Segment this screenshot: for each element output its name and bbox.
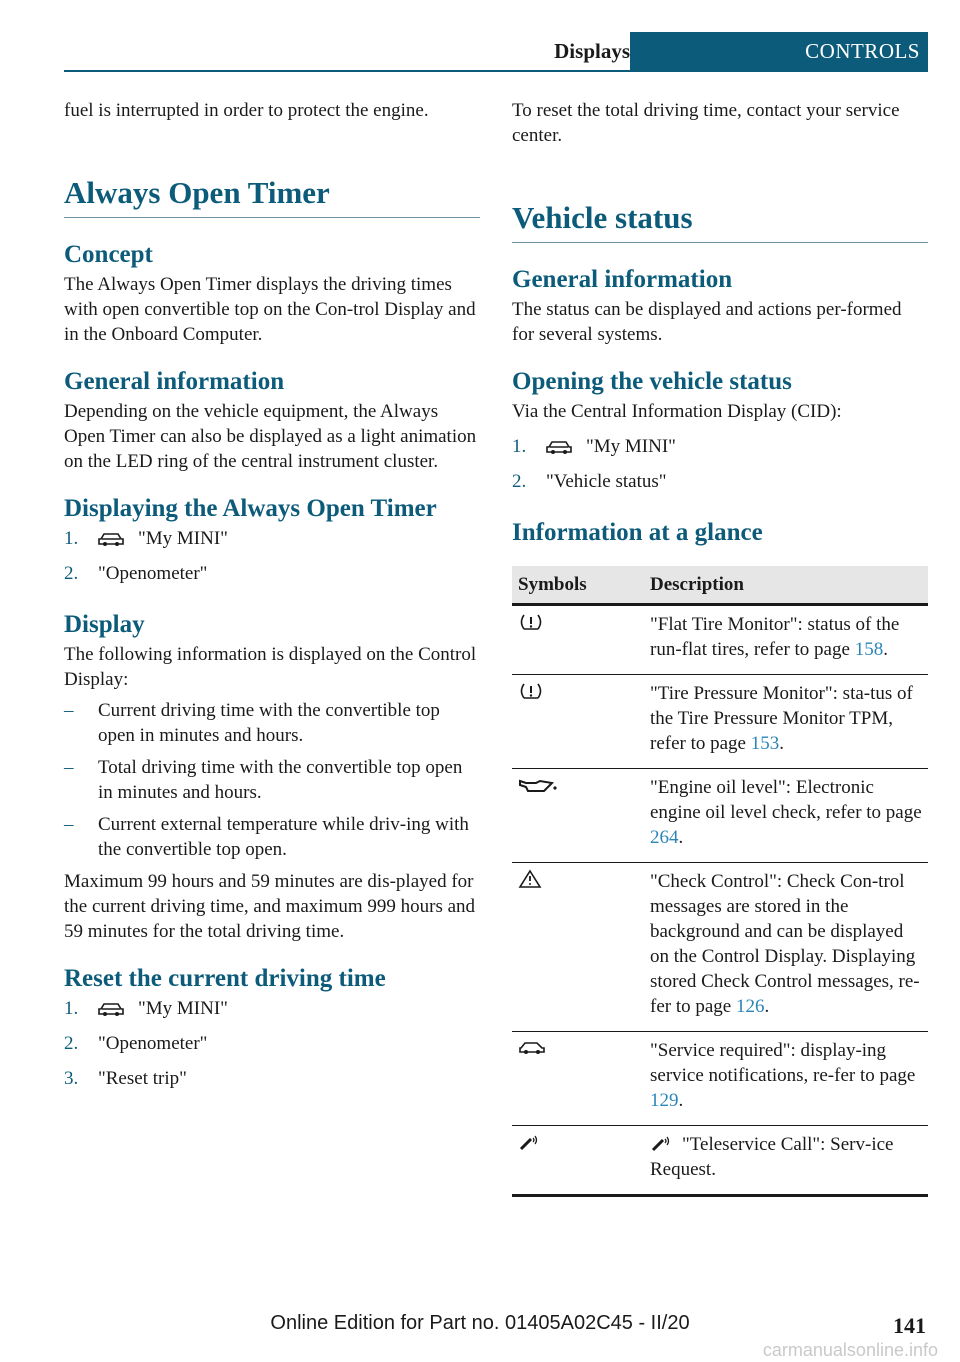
row-description: "Teleservice Call": Serv-ice Request. <box>650 1134 894 1180</box>
dash-marker: – <box>64 700 74 721</box>
chapter-tab: CONTROLS <box>630 32 928 70</box>
symbols-table <box>512 566 928 1197</box>
opening-text: Via the Central Information Display (CID): <box>512 401 842 422</box>
row-description: "Check Control": Check Con-trol messages are stored in the background and can be displayed on the Control Display. Displaying stored Check Control messages, re-fer to page <box>650 871 920 1017</box>
car-icon <box>546 439 572 455</box>
header-rule <box>64 70 928 72</box>
step-item <box>64 1031 480 1056</box>
bullet-text: Current driving time with the convertible top open in minutes and hours. <box>98 700 440 746</box>
service-car-icon <box>518 1038 546 1056</box>
bullet-item <box>64 698 480 748</box>
concept-text: The Always Open Timer displays the driving times with open convertible top on the Con-trol Display and in the Onboard Computer. <box>64 274 476 345</box>
bullet-item <box>64 755 480 805</box>
opening-steps <box>512 434 928 494</box>
page-reference-link[interactable]: 153 <box>750 733 780 754</box>
step-text: "My MINI" <box>138 998 228 1019</box>
step-text: "Openometer" <box>98 563 208 584</box>
row-description: "Service required": display-ing service notifications, re-fer to page <box>650 1040 916 1086</box>
section-title-always-open-timer: Always Open Timer <box>64 175 480 218</box>
heading-general-information: General information <box>512 266 733 293</box>
heading-concept: Concept <box>64 241 153 268</box>
bullet-text: Current external temperature while driv-ing with the convertible top open. <box>98 814 469 860</box>
intro-text: fuel is interrupted in order to protect the engine. <box>64 100 429 121</box>
heading-opening-vehicle-status: Opening the vehicle status <box>512 368 792 395</box>
heading-display: Display <box>64 611 145 638</box>
step-number: 1. <box>512 436 527 457</box>
tire-warning-icon <box>518 612 544 632</box>
row-description: "Flat Tire Monitor": status of the run-flat tires, refer to page <box>650 614 900 660</box>
reset-steps <box>64 996 480 1091</box>
heading-information-at-a-glance: Information at a glance <box>512 519 763 546</box>
display-note: Maximum 99 hours and 59 minutes are dis-played for the current driving time, and maximum 999 hours and 59 minutes for the total driving time. <box>64 871 476 942</box>
step-text: "Reset trip" <box>98 1068 187 1089</box>
step-item <box>512 469 928 494</box>
row-description: "Engine oil level": Electronic engine oil level check, refer to page <box>650 777 922 823</box>
right-column <box>512 98 928 1197</box>
bullet-item <box>64 812 480 862</box>
dash-marker: – <box>64 814 74 835</box>
step-number: 1. <box>64 998 79 1019</box>
step-text: "Openometer" <box>98 1033 208 1054</box>
table-row: "Flat Tire Monitor": status of the run-flat tires, refer to page 158. <box>512 605 928 675</box>
step-number: 2. <box>64 1033 79 1054</box>
heading-displaying-timer: Displaying the Always Open Timer <box>64 495 437 522</box>
column-header: Description <box>644 566 928 605</box>
step-text: "My MINI" <box>138 528 228 549</box>
warning-triangle-icon <box>518 869 542 889</box>
general-text: Depending on the vehicle equipment, the Always Open Timer can also be displayed as a light animation on the LED ring of the central instrument cluster. <box>64 401 477 472</box>
page-reference-link[interactable]: 126 <box>735 996 765 1017</box>
page-number: 141 <box>893 1313 926 1338</box>
section-label: Displays <box>554 39 630 63</box>
car-icon <box>98 1001 124 1017</box>
table-row: "Check Control": Check Con-trol messages are stored in the background and can be displayed on the Control Display. Displaying stored Check Control messages, re-fer to page 126. <box>512 863 928 1032</box>
intro-text: To reset the total driving time, contact your service center. <box>512 100 900 146</box>
teleservice-icon <box>518 1132 542 1152</box>
step-text: "My MINI" <box>586 436 676 457</box>
step-item <box>64 1066 480 1091</box>
teleservice-icon <box>650 1133 674 1153</box>
heading-general-information: General information <box>64 368 285 395</box>
table-row <box>512 1126 928 1196</box>
step-number: 3. <box>64 1068 79 1089</box>
step-number: 1. <box>64 528 79 549</box>
page-reference-link[interactable]: 264 <box>650 827 679 848</box>
general-text: The status can be displayed and actions per-formed for several systems. <box>512 299 902 345</box>
oil-can-icon <box>518 775 558 795</box>
tire-warning-icon <box>518 681 544 701</box>
section-title-vehicle-status: Vehicle status <box>512 200 928 243</box>
step-text: "Vehicle status" <box>546 471 667 492</box>
car-icon <box>98 531 124 547</box>
bullet-text: Total driving time with the convertible top open in minutes and hours. <box>98 757 463 803</box>
column-header: Symbols <box>512 566 644 605</box>
display-text: The following information is displayed on the Control Display: <box>64 644 477 690</box>
step-item <box>64 561 480 586</box>
dash-marker: – <box>64 757 74 778</box>
display-bullets <box>64 698 480 862</box>
table-row: "Service required": display-ing service notifications, re-fer to page 129. <box>512 1032 928 1126</box>
step-number: 2. <box>64 563 79 584</box>
step-item <box>512 434 928 459</box>
watermark: carmanualsonline.info <box>762 1340 938 1360</box>
displaying-steps <box>64 526 480 586</box>
table-row: "Tire Pressure Monitor": sta-tus of the Tire Pressure Monitor TPM, refer to page 153. <box>512 675 928 769</box>
footer-edition: Online Edition for Part no. 01405A02C45 - II/20 <box>270 1312 690 1334</box>
table-row: "Engine oil level": Electronic engine oil level check, refer to page 264. <box>512 769 928 863</box>
step-item <box>64 996 480 1021</box>
step-number: 2. <box>512 471 527 492</box>
page-reference-link[interactable]: 129 <box>650 1090 679 1111</box>
heading-reset-current-time: Reset the current driving time <box>64 965 386 992</box>
row-description: "Tire Pressure Monitor": sta-tus of the Tire Pressure Monitor TPM, refer to page <box>650 683 913 754</box>
step-item <box>64 526 480 551</box>
page-header <box>64 32 928 72</box>
left-column <box>64 98 480 1101</box>
table-header-row <box>512 566 928 605</box>
page-reference-link[interactable]: 158 <box>854 639 884 660</box>
